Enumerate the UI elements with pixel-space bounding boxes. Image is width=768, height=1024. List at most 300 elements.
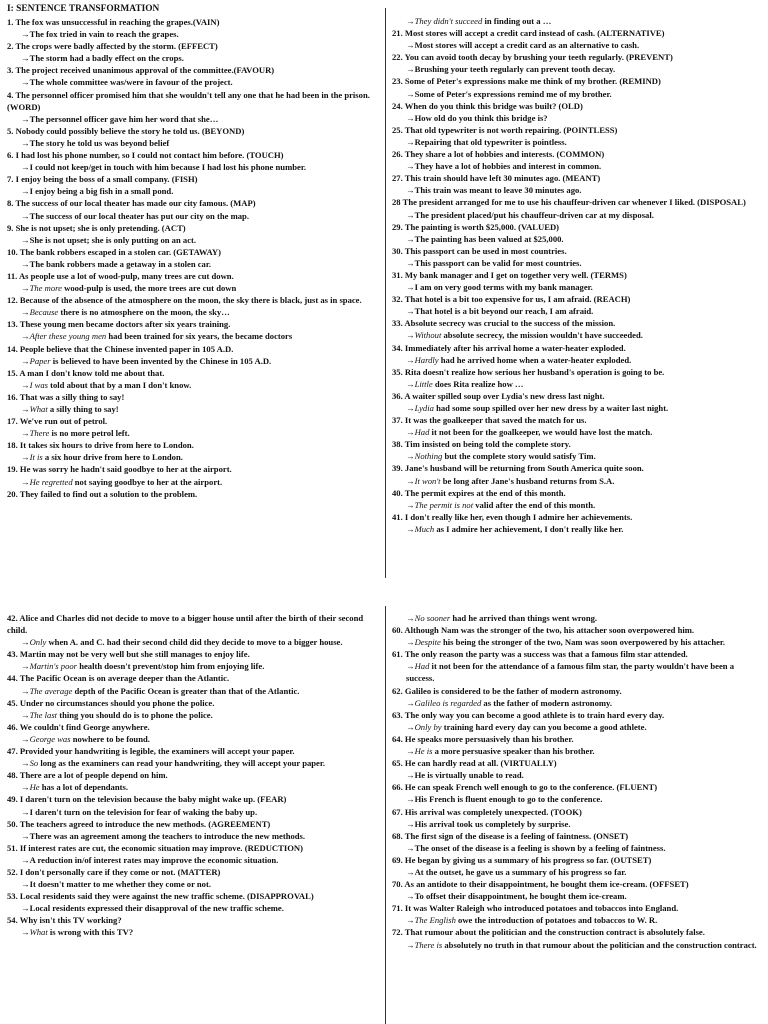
answer-lead: Despite bbox=[414, 637, 441, 648]
answer-text: is believed to have been invented by the Chinese in 105 A.D. bbox=[50, 355, 272, 366]
column-divider bbox=[385, 8, 386, 578]
arrow-icon: → bbox=[406, 939, 415, 950]
answer-line bbox=[21, 234, 379, 246]
arrow-icon: → bbox=[21, 854, 30, 865]
question-text: 52. I don't personally care if they come or not. (MATTER) bbox=[7, 866, 221, 877]
question-text: 66. He can speak French well enough to go to the conference. (FLUENT) bbox=[392, 782, 658, 793]
question-text: 43. Martin may not be very well but she still manages to enjoy life. bbox=[7, 649, 250, 660]
arrow-icon: → bbox=[406, 842, 415, 853]
arrow-icon: → bbox=[21, 186, 30, 197]
answer-text: had he arrived than things went wrong. bbox=[450, 613, 598, 623]
arrow-icon: → bbox=[406, 427, 415, 438]
answer-text: Most stores will accept a credit card as an alternative to cash. bbox=[414, 40, 640, 51]
arrow-icon: → bbox=[406, 185, 415, 196]
arrow-icon: → bbox=[406, 88, 415, 99]
bottom-page bbox=[0, 606, 768, 1024]
answer-text: his being the stronger of the two, Nam was soon overpowered by his attacher. bbox=[440, 637, 726, 648]
answer-line bbox=[21, 781, 381, 793]
answer-lead: No sooner bbox=[414, 613, 451, 623]
answer-text: a more persuasive speaker than his brother. bbox=[432, 746, 595, 757]
answer-line bbox=[21, 355, 379, 367]
answer-line bbox=[406, 112, 762, 124]
answer-line bbox=[406, 450, 762, 462]
answer-line bbox=[21, 161, 379, 173]
arrow-icon: → bbox=[21, 830, 30, 841]
arrow-icon: → bbox=[406, 915, 415, 926]
arrow-icon: → bbox=[21, 661, 30, 672]
arrow-icon: → bbox=[21, 685, 30, 696]
answer-lead: George was bbox=[29, 733, 71, 744]
top-right-column bbox=[392, 15, 762, 535]
answer-line bbox=[21, 854, 381, 866]
answer-line bbox=[406, 160, 762, 172]
answer-line bbox=[406, 890, 762, 902]
question-text: 61. The only reason the party was a success was that a famous film star attended. bbox=[392, 649, 688, 660]
question-text: 13. These young men became doctors after six years training. bbox=[7, 319, 231, 330]
answer-lead: The English bbox=[414, 915, 456, 926]
question-text: 33. Absolute secrecy was crucial to the success of the mission. bbox=[392, 318, 616, 329]
answer-lead: Had bbox=[414, 661, 430, 672]
arrow-icon: → bbox=[21, 782, 30, 793]
answer-text: She is not upset; she is only putting on an act. bbox=[29, 234, 197, 245]
answer-line bbox=[406, 233, 762, 245]
question-text: 2. The crops were badly affected by the storm. (EFFECT) bbox=[7, 41, 218, 52]
arrow-icon: → bbox=[21, 379, 30, 390]
answer-text: How old do you think this bridge is? bbox=[414, 112, 548, 123]
answer-line bbox=[406, 612, 762, 624]
answer-lead: After these young men bbox=[29, 331, 107, 342]
arrow-icon: → bbox=[21, 927, 30, 938]
answer-line bbox=[21, 476, 379, 488]
answer-text: The personnel officer gave him her word that she… bbox=[29, 113, 219, 124]
question-text: 31. My bank manager and I get on together very well. (TERMS) bbox=[392, 269, 627, 280]
answer-line bbox=[406, 426, 762, 438]
answer-text: The success of our local theater has put our city on the map. bbox=[29, 210, 249, 221]
question-text: 68. The first sign of the disease is a feeling of faintness. (ONSET) bbox=[392, 830, 629, 841]
arrow-icon: → bbox=[406, 721, 415, 732]
question-text: 34. Immediately after his arrival home a water-heater exploded. bbox=[392, 342, 626, 353]
answer-text: He is virtually unable to read. bbox=[414, 770, 524, 781]
arrow-icon: → bbox=[21, 806, 30, 817]
answer-text: I daren't turn on the television for fear of waking the baby up. bbox=[29, 806, 258, 817]
question-text: 4. The personnel officer promised him that she wouldn't tell any one that he had been in the prison. (WORD) bbox=[7, 89, 370, 112]
answer-lead: Much bbox=[414, 523, 435, 534]
arrow-icon: → bbox=[406, 794, 415, 805]
answer-line bbox=[406, 769, 762, 781]
question-text: 53. Local residents said they were against the new traffic scheme. (DISAPPROVAL) bbox=[7, 891, 314, 902]
question-text: 11. As people use a lot of wood-pulp, many trees are cut down. bbox=[7, 270, 234, 281]
answer-lead: I was bbox=[29, 379, 48, 390]
answer-line bbox=[406, 378, 762, 390]
question-text: 50. The teachers agreed to introduce the new methods. (AGREEMENT) bbox=[7, 818, 271, 829]
answer-text: has a lot of dependants. bbox=[39, 782, 128, 793]
answer-line bbox=[21, 258, 379, 270]
answer-text: valid after the end of this month. bbox=[473, 499, 596, 510]
answer-text: told about that by a man I don't know. bbox=[47, 379, 192, 390]
column-divider bbox=[385, 606, 386, 1024]
answer-lead: Martin's poor bbox=[29, 661, 78, 672]
answer-line bbox=[21, 733, 381, 745]
question-text: 51. If interest rates are cut, the economic situation may improve. (REDUCTION) bbox=[7, 842, 303, 853]
answer-text: I enjoy being a big fish in a small pond. bbox=[29, 186, 174, 197]
answer-lead: There is bbox=[414, 939, 443, 950]
arrow-icon: → bbox=[406, 746, 415, 757]
question-text: 41. I don't really like her, even though I admire her achievements. bbox=[392, 511, 633, 522]
answer-lead: The average bbox=[29, 685, 73, 696]
answer-text: as the father of modern astronomy. bbox=[481, 697, 613, 708]
question-text: 67. His arrival was completely unexpected. (TOOK) bbox=[392, 806, 582, 817]
answer-text: not saying goodbye to her at the airport. bbox=[72, 476, 223, 487]
question-text: 64. He speaks more persuasively than his brother. bbox=[392, 733, 574, 744]
question-text: 10. The bank robbers escaped in a stolen car. (GETAWAY) bbox=[7, 246, 221, 257]
arrow-icon: → bbox=[406, 697, 415, 708]
question-text: 18. It takes six hours to drive from here to London. bbox=[7, 440, 194, 451]
answer-text: it not been for the attendance of a famous film star, the party wouldn't have been a success. bbox=[406, 661, 734, 684]
question-text: 45. Under no circumstances should you phone the police. bbox=[7, 697, 215, 708]
question-text: 70. As an antidote to their disappointment, he bought them ice-cream. (OFFSET) bbox=[392, 879, 689, 890]
answer-text: The bank robbers made a getaway in a stolen car. bbox=[29, 258, 212, 269]
arrow-icon: → bbox=[21, 113, 30, 124]
question-text: 63. The only way you can become a good athlete is to train hard every day. bbox=[392, 709, 665, 720]
question-text: 19. He was sorry he hadn't said goodbye to her at the airport. bbox=[7, 464, 232, 475]
question-text: 29. The painting is worth $25,000. (VALUED) bbox=[392, 221, 560, 232]
answer-line bbox=[21, 757, 381, 769]
answer-line bbox=[406, 15, 762, 27]
question-text: 38. Tim insisted on being told the complete story. bbox=[392, 439, 571, 450]
answer-line bbox=[406, 745, 762, 757]
answer-lead: Lydia bbox=[414, 403, 434, 413]
arrow-icon: → bbox=[21, 162, 30, 173]
arrow-icon: → bbox=[21, 258, 30, 269]
answer-line bbox=[406, 305, 762, 317]
arrow-icon: → bbox=[21, 452, 30, 463]
question-text: 49. I daren't turn on the television because the baby might wake up. (FEAR) bbox=[7, 794, 287, 805]
arrow-icon: → bbox=[406, 354, 415, 365]
arrow-icon: → bbox=[406, 637, 415, 648]
answer-lead: What bbox=[29, 404, 48, 414]
arrow-icon: → bbox=[406, 282, 415, 293]
question-text: 46. We couldn't find George anywhere. bbox=[7, 721, 150, 732]
answer-text: absolutely no truth in that rumour about the politician and the construction contract. bbox=[442, 939, 757, 950]
question-text: 7. I enjoy being the boss of a small company. (FISH) bbox=[7, 174, 198, 185]
answer-text: The onset of the disease is a feeling is shown by a feeling of faintness. bbox=[414, 842, 666, 853]
answer-line bbox=[406, 88, 762, 100]
answer-line bbox=[21, 28, 379, 40]
answer-text: health doesn't prevent/stop him from enjoying life. bbox=[77, 661, 265, 672]
answer-text: His French is fluent enough to go to the conference. bbox=[414, 794, 603, 805]
answer-line bbox=[406, 281, 762, 293]
question-text: 48. There are a lot of people depend on him. bbox=[7, 770, 168, 781]
bottom-right-column bbox=[392, 612, 762, 951]
arrow-icon: → bbox=[21, 355, 30, 366]
answer-text: The storm had a badly effect on the crops. bbox=[29, 53, 184, 64]
answer-lead: It is bbox=[29, 452, 43, 463]
page-title: I: SENTENCE TRANSFORMATION bbox=[7, 4, 160, 14]
answer-line bbox=[21, 451, 379, 463]
answer-lead: Little bbox=[414, 378, 433, 389]
arrow-icon: → bbox=[21, 210, 30, 221]
answer-text: absolute secrecy, the mission wouldn't have succeeded. bbox=[441, 330, 643, 341]
answer-line bbox=[21, 902, 381, 914]
arrow-icon: → bbox=[406, 403, 415, 413]
answer-line bbox=[406, 329, 762, 341]
answer-line bbox=[21, 185, 379, 197]
question-text: 30. This passport can be used in most countries. bbox=[392, 245, 567, 256]
question-text: 72. That rumour about the politician and the construction contract is absolutely false. bbox=[392, 927, 705, 938]
arrow-icon: → bbox=[406, 499, 415, 510]
answer-lead: The permit is not bbox=[414, 499, 474, 510]
answer-text: is wrong with this TV? bbox=[47, 927, 134, 938]
arrow-icon: → bbox=[21, 733, 30, 744]
question-text: 36. A waiter spilled soup over Lydia's new dress last night. bbox=[392, 390, 605, 401]
question-text: 28 The president arranged for me to use his chauffeur-driven car whenever I liked. (DISPOSAL) bbox=[392, 197, 746, 208]
answer-text: had some soup spilled over her new dress by a waiter last night. bbox=[433, 403, 669, 413]
arrow-icon: → bbox=[21, 137, 30, 148]
answer-line bbox=[406, 136, 762, 148]
arrow-icon: → bbox=[406, 64, 415, 75]
answer-text: it not been for the goalkeeper, we would have lost the match. bbox=[429, 427, 653, 438]
answer-line bbox=[406, 818, 762, 830]
answer-line bbox=[21, 709, 381, 721]
question-text: 44. The Pacific Ocean is on average deeper than the Atlantic. bbox=[7, 673, 230, 684]
answer-line bbox=[406, 914, 762, 926]
arrow-icon: → bbox=[21, 404, 30, 414]
arrow-icon: → bbox=[21, 476, 30, 487]
answer-text: as I admire her achievement, I don't really like her. bbox=[434, 523, 624, 534]
answer-line bbox=[406, 184, 762, 196]
question-text: 23. Some of Peter's expressions make me think of my brother. (REMIND) bbox=[392, 76, 661, 87]
answer-text: Repairing that old typewriter is pointless. bbox=[414, 136, 567, 147]
arrow-icon: → bbox=[406, 613, 415, 623]
answer-text: To offset their disappointment, he bought them ice-cream. bbox=[414, 891, 627, 902]
answer-text: The painting has been valued at $25,000. bbox=[414, 233, 564, 244]
answer-text: That hotel is a bit beyond our reach, I am afraid. bbox=[414, 306, 594, 317]
question-text: 47. Provided your handwriting is legible, the examiners will accept your paper. bbox=[7, 746, 295, 757]
arrow-icon: → bbox=[406, 523, 415, 534]
question-text: 26. They share a lot of hobbies and interests. (COMMON) bbox=[392, 149, 605, 160]
answer-text: It doesn't matter to me whether they come or not. bbox=[29, 879, 211, 890]
question-text: 37. It was the goalkeeper that saved the match for us. bbox=[392, 415, 587, 426]
question-text: 40. The permit expires at the end of this month. bbox=[392, 487, 566, 498]
answer-text: This train was meant to leave 30 minutes ago. bbox=[414, 185, 582, 196]
arrow-icon: → bbox=[406, 661, 415, 672]
arrow-icon: → bbox=[21, 53, 30, 64]
question-text: 71. It was Walter Raleigh who introduced potatoes and tobaccos into England. bbox=[392, 903, 679, 914]
arrow-icon: → bbox=[406, 257, 415, 268]
answer-text: thing you should do is to phone the police. bbox=[57, 709, 213, 720]
answer-line bbox=[406, 354, 762, 366]
answer-text: Local residents expressed their disapproval of the new traffic scheme. bbox=[29, 903, 284, 914]
answer-text: but the complete story would satisfy Tim. bbox=[442, 451, 596, 462]
answer-text: long as the examiners can read your handwriting, they will accept your paper. bbox=[38, 758, 326, 769]
answer-text: nowhere to be found. bbox=[70, 733, 150, 744]
answer-lead: Paper bbox=[29, 355, 51, 366]
question-text: 62. Galileo is considered to be the father of modern astronomy. bbox=[392, 685, 622, 696]
question-text: 9. She is not upset; she is only pretending. (ACT) bbox=[7, 222, 186, 233]
question-text: 35. Rita doesn't realize how serious her husband's operation is going to be. bbox=[392, 366, 665, 377]
answer-line bbox=[406, 721, 762, 733]
arrow-icon: → bbox=[406, 233, 415, 244]
answer-lead: There bbox=[29, 428, 50, 439]
answer-line bbox=[406, 660, 762, 684]
answer-line bbox=[406, 636, 762, 648]
answer-text: I am on very good terms with my bank manager. bbox=[414, 282, 593, 293]
answer-lead: What bbox=[29, 927, 48, 938]
question-text: 69. He began by giving us a summary of his progress so far. (OUTSET) bbox=[392, 854, 652, 865]
arrow-icon: → bbox=[21, 331, 30, 342]
answer-text: The story he told us was beyond belief bbox=[29, 137, 170, 148]
answer-lead: They didn't succeed bbox=[414, 16, 483, 26]
answer-line bbox=[406, 523, 762, 535]
answer-line bbox=[21, 636, 381, 648]
answer-text: Some of Peter's expressions remind me of my brother. bbox=[414, 88, 612, 99]
answer-line bbox=[21, 76, 379, 88]
arrow-icon: → bbox=[406, 818, 415, 829]
answer-line bbox=[21, 330, 379, 342]
answer-line bbox=[406, 39, 762, 51]
arrow-icon: → bbox=[406, 161, 415, 172]
question-text: 42. Alice and Charles did not decide to move to a bigger house until after the birth of their second child. bbox=[7, 613, 364, 636]
answer-line bbox=[406, 475, 762, 487]
answer-lead: He bbox=[29, 782, 40, 793]
question-text: 1. The fox was unsuccessful in reaching the grapes.(VAIN) bbox=[7, 17, 220, 27]
answer-text: a six hour drive from here to London. bbox=[42, 452, 183, 463]
answer-lead: Only bbox=[29, 637, 47, 648]
answer-line bbox=[406, 257, 762, 269]
answer-text: when A. and C. had their second child did they decide to move to a bigger house. bbox=[46, 637, 343, 648]
answer-line bbox=[21, 830, 381, 842]
answer-line bbox=[21, 806, 381, 818]
arrow-icon: → bbox=[21, 283, 30, 294]
answer-text: there is no atmosphere on the moon, the sky… bbox=[58, 307, 230, 318]
answer-line bbox=[406, 866, 762, 878]
answer-line bbox=[406, 499, 762, 511]
arrow-icon: → bbox=[406, 866, 415, 877]
answer-text: I could not keep/get in touch with him because I had lost his phone number. bbox=[29, 162, 306, 173]
answer-line bbox=[21, 113, 379, 125]
answer-text: The fox tried in vain to reach the grapes. bbox=[29, 29, 179, 40]
question-text: 12. Because of the absence of the atmosphere on the moon, the sky there is black, just as in space. bbox=[7, 295, 362, 306]
answer-line bbox=[21, 926, 381, 938]
answer-lead: The last bbox=[29, 709, 58, 720]
answer-text: is no more petrol left. bbox=[49, 428, 130, 439]
arrow-icon: → bbox=[21, 879, 30, 890]
answer-text: The whole committee was/were in favour of the project. bbox=[29, 77, 233, 88]
answer-lead: Hardly bbox=[414, 354, 439, 365]
answer-text: At the outset, he gave us a summary of his progress so far. bbox=[414, 866, 627, 877]
arrow-icon: → bbox=[406, 209, 415, 220]
answer-line bbox=[406, 63, 762, 75]
answer-text: wood-pulp is used, the more trees are cut down bbox=[61, 283, 237, 294]
arrow-icon: → bbox=[21, 234, 30, 245]
answer-lead: He regretted bbox=[29, 476, 73, 487]
answer-line bbox=[406, 697, 762, 709]
answer-text: There was an agreement among the teachers to introduce the new methods. bbox=[29, 830, 306, 841]
question-text: 22. You can avoid tooth decay by brushing your teeth regularly. (PREVENT) bbox=[392, 52, 673, 63]
answer-line bbox=[21, 379, 379, 391]
arrow-icon: → bbox=[21, 903, 30, 914]
answer-line bbox=[21, 282, 379, 294]
question-text: 54. Why isn't this TV working? bbox=[7, 915, 122, 926]
answer-text: in finding out a … bbox=[482, 16, 552, 26]
arrow-icon: → bbox=[21, 77, 30, 88]
answer-line bbox=[21, 685, 381, 697]
answer-text: owe the introduction of potatoes and tobaccos to W. R. bbox=[455, 915, 658, 926]
question-text: 24. When do you think this bridge was built? (OLD) bbox=[392, 100, 583, 111]
answer-line bbox=[21, 403, 379, 415]
answer-text: The president placed/put his chauffeur-driven car at my disposal. bbox=[414, 209, 654, 220]
question-text: 16. That was a silly thing to say! bbox=[7, 391, 125, 402]
question-text: 32. That hotel is a bit too expensive for us, I am afraid. (REACH) bbox=[392, 294, 631, 305]
question-text: 5. Nobody could possibly believe the story he told us. (BEYOND) bbox=[7, 125, 245, 136]
answer-lead: So bbox=[29, 758, 39, 769]
question-text: 17. We've run out of petrol. bbox=[7, 416, 108, 427]
answer-line bbox=[21, 427, 379, 439]
answer-text: His arrival took us completely by surprise. bbox=[414, 818, 571, 829]
answer-text: A reduction in/of interest rates may improve the economic situation. bbox=[29, 854, 279, 865]
arrow-icon: → bbox=[406, 112, 415, 123]
answer-line bbox=[21, 306, 379, 318]
answer-line bbox=[21, 137, 379, 149]
arrow-icon: → bbox=[406, 770, 415, 781]
question-text: 21. Most stores will accept a credit card instead of cash. (ALTERNATIVE) bbox=[392, 28, 665, 39]
question-text: 60. Although Nam was the stronger of the two, his attacher soon overpowered him. bbox=[392, 625, 695, 636]
answer-line bbox=[406, 793, 762, 805]
question-text: 39. Jane's husband will be returning from South America quite soon. bbox=[392, 463, 644, 474]
answer-lead: Only by bbox=[414, 721, 442, 732]
answer-line bbox=[21, 52, 379, 64]
answer-text: depth of the Pacific Ocean is greater than that of the Atlantic. bbox=[72, 685, 300, 696]
arrow-icon: → bbox=[21, 428, 30, 439]
answer-lead: It won't bbox=[414, 475, 441, 486]
arrow-icon: → bbox=[406, 136, 415, 147]
question-text: 20. They failed to find out a solution to the problem. bbox=[7, 488, 198, 499]
answer-line bbox=[406, 402, 762, 414]
question-text: 15. A man I don't know told me about that. bbox=[7, 367, 165, 378]
arrow-icon: → bbox=[406, 475, 415, 486]
arrow-icon: → bbox=[406, 451, 415, 462]
arrow-icon: → bbox=[21, 307, 30, 318]
answer-line bbox=[21, 660, 381, 672]
answer-text: a silly thing to say! bbox=[47, 404, 119, 414]
answer-line bbox=[406, 842, 762, 854]
question-text: 8. The success of our local theater has made our city famous. (MAP) bbox=[7, 198, 256, 209]
arrow-icon: → bbox=[21, 29, 30, 40]
arrow-icon: → bbox=[406, 306, 415, 317]
answer-lead: Had bbox=[414, 427, 430, 438]
answer-line bbox=[21, 878, 381, 890]
arrow-icon: → bbox=[406, 378, 415, 389]
answer-lead: Galileo is regarded bbox=[414, 697, 482, 708]
answer-lead: Nothing bbox=[414, 451, 443, 462]
question-text: 65. He can hardly read at all. (VIRTUALLY) bbox=[392, 758, 557, 769]
answer-lead: Without bbox=[414, 330, 442, 341]
answer-line bbox=[406, 939, 762, 951]
answer-lead: He is bbox=[414, 746, 433, 757]
answer-text: had been trained for six years, the became doctors bbox=[106, 331, 293, 342]
answer-text: They have a lot of hobbies and interest in common. bbox=[414, 161, 602, 172]
answer-text: had he arrived home when a water-heater exploded. bbox=[438, 354, 632, 365]
answer-lead: Because bbox=[29, 307, 59, 318]
arrow-icon: → bbox=[21, 758, 30, 769]
arrow-icon: → bbox=[21, 709, 30, 720]
question-text: 14. People believe that the Chinese invented paper in 105 A.D. bbox=[7, 343, 234, 354]
answer-lead: The more bbox=[29, 283, 62, 294]
answer-line bbox=[406, 209, 762, 221]
arrow-icon: → bbox=[406, 16, 415, 26]
answer-text: be long after Jane's husband returns from S.A. bbox=[440, 475, 615, 486]
arrow-icon: → bbox=[406, 891, 415, 902]
